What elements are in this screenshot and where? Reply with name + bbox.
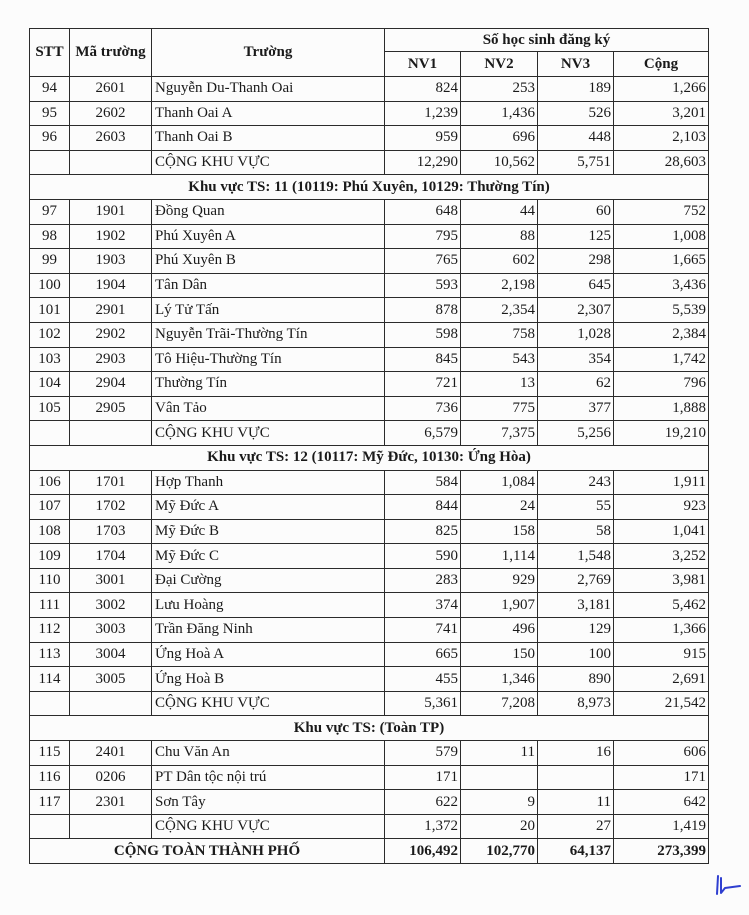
row-nv2: 11 <box>461 741 538 766</box>
table-body <box>30 77 709 864</box>
registration-table <box>29 28 709 864</box>
row-school-name: Nguyễn Du-Thanh Oai <box>152 77 385 102</box>
row-stt: 103 <box>30 347 70 372</box>
row-school-code: 1703 <box>70 519 152 544</box>
row-nv2: 1,114 <box>461 544 538 569</box>
row-school-code: 0206 <box>70 765 152 790</box>
table-header <box>30 29 709 77</box>
header-school-code: Mã trường <box>70 29 152 77</box>
row-school-code: 3005 <box>70 667 152 692</box>
table-row <box>30 741 709 766</box>
row-school-code: 1702 <box>70 495 152 520</box>
subtotal-label: CỘNG KHU VỰC <box>152 691 385 716</box>
row-nv2: 158 <box>461 519 538 544</box>
subtotal-nv2: 7,375 <box>461 421 538 446</box>
row-school-name: Mỹ Đức A <box>152 495 385 520</box>
header-nv3: NV3 <box>538 52 614 77</box>
row-stt: 111 <box>30 593 70 618</box>
row-nv3: 298 <box>538 249 614 274</box>
row-nv3: 55 <box>538 495 614 520</box>
table-row <box>30 322 709 347</box>
row-school-code: 1901 <box>70 199 152 224</box>
region-title: Khu vực TS: 12 (10117: Mỹ Đức, 10130: Ứng Hòa) <box>30 445 709 470</box>
row-nv2: 24 <box>461 495 538 520</box>
grand-total-label: CỘNG TOÀN THÀNH PHỐ <box>30 839 385 864</box>
row-nv3: 2,769 <box>538 568 614 593</box>
header-school: Trường <box>152 29 385 77</box>
row-nv3: 377 <box>538 396 614 421</box>
subtotal-nv2: 20 <box>461 814 538 839</box>
table-row <box>30 544 709 569</box>
row-nv3: 60 <box>538 199 614 224</box>
table-row <box>30 519 709 544</box>
row-total: 1,266 <box>614 77 709 102</box>
row-nv2 <box>461 765 538 790</box>
row-school-name: Hợp Thanh <box>152 470 385 495</box>
region-title: Khu vực TS: (Toàn TP) <box>30 716 709 741</box>
row-total: 606 <box>614 741 709 766</box>
subtotal-nv1: 12,290 <box>385 150 461 175</box>
row-nv3: 100 <box>538 642 614 667</box>
subtotal-nv2: 10,562 <box>461 150 538 175</box>
row-total: 923 <box>614 495 709 520</box>
table-row <box>30 199 709 224</box>
row-total: 3,252 <box>614 544 709 569</box>
row-nv2: 496 <box>461 618 538 643</box>
row-school-name: Thanh Oai A <box>152 101 385 126</box>
row-school-code: 2602 <box>70 101 152 126</box>
row-stt: 113 <box>30 642 70 667</box>
row-nv1: 824 <box>385 77 461 102</box>
row-nv1: 741 <box>385 618 461 643</box>
row-school-name: Lưu Hoàng <box>152 593 385 618</box>
row-school-name: PT Dân tộc nội trú <box>152 765 385 790</box>
row-nv3: 11 <box>538 790 614 815</box>
row-school-code: 1904 <box>70 273 152 298</box>
row-school-name: Thanh Oai B <box>152 126 385 151</box>
row-nv3: 2,307 <box>538 298 614 323</box>
table-row <box>30 495 709 520</box>
row-school-name: Vân Tảo <box>152 396 385 421</box>
region-header-row <box>30 445 709 470</box>
row-total: 3,981 <box>614 568 709 593</box>
row-school-code: 2301 <box>70 790 152 815</box>
row-stt: 96 <box>30 126 70 151</box>
table-row <box>30 298 709 323</box>
row-nv1: 721 <box>385 372 461 397</box>
row-nv2: 758 <box>461 322 538 347</box>
row-stt: 110 <box>30 568 70 593</box>
row-nv1: 455 <box>385 667 461 692</box>
subtotal-nv2: 7,208 <box>461 691 538 716</box>
row-total: 3,201 <box>614 101 709 126</box>
row-total: 3,436 <box>614 273 709 298</box>
row-total: 5,462 <box>614 593 709 618</box>
row-nv2: 1,436 <box>461 101 538 126</box>
subtotal-row <box>30 691 709 716</box>
row-nv1: 795 <box>385 224 461 249</box>
row-total: 915 <box>614 642 709 667</box>
table-row <box>30 224 709 249</box>
row-total: 1,888 <box>614 396 709 421</box>
row-school-name: Thường Tín <box>152 372 385 397</box>
subtotal-code-empty <box>70 150 152 175</box>
region-title: Khu vực TS: 11 (10119: Phú Xuyên, 10129: Thường Tín) <box>30 175 709 200</box>
row-total: 5,539 <box>614 298 709 323</box>
table-row <box>30 765 709 790</box>
table-row <box>30 347 709 372</box>
row-nv3: 1,028 <box>538 322 614 347</box>
row-nv3: 526 <box>538 101 614 126</box>
row-nv2: 13 <box>461 372 538 397</box>
row-nv1: 878 <box>385 298 461 323</box>
row-nv2: 696 <box>461 126 538 151</box>
subtotal-label: CỘNG KHU VỰC <box>152 814 385 839</box>
row-total: 2,691 <box>614 667 709 692</box>
table-row <box>30 396 709 421</box>
row-stt: 101 <box>30 298 70 323</box>
table-row <box>30 372 709 397</box>
table-row <box>30 790 709 815</box>
row-nv3: 3,181 <box>538 593 614 618</box>
row-nv2: 929 <box>461 568 538 593</box>
subtotal-stt-empty <box>30 421 70 446</box>
row-stt: 115 <box>30 741 70 766</box>
row-stt: 94 <box>30 77 70 102</box>
row-nv1: 845 <box>385 347 461 372</box>
row-nv1: 374 <box>385 593 461 618</box>
subtotal-code-empty <box>70 814 152 839</box>
row-nv3: 129 <box>538 618 614 643</box>
row-stt: 102 <box>30 322 70 347</box>
row-school-name: Sơn Tây <box>152 790 385 815</box>
row-nv2: 1,907 <box>461 593 538 618</box>
row-nv3: 62 <box>538 372 614 397</box>
row-nv3: 354 <box>538 347 614 372</box>
row-school-code: 1902 <box>70 224 152 249</box>
row-nv1: 579 <box>385 741 461 766</box>
row-nv2: 1,084 <box>461 470 538 495</box>
header-total: Cộng <box>614 52 709 77</box>
subtotal-row <box>30 814 709 839</box>
row-school-code: 2903 <box>70 347 152 372</box>
row-nv3: 448 <box>538 126 614 151</box>
row-nv2: 44 <box>461 199 538 224</box>
row-total: 1,665 <box>614 249 709 274</box>
row-nv1: 844 <box>385 495 461 520</box>
row-total: 752 <box>614 199 709 224</box>
subtotal-nv1: 1,372 <box>385 814 461 839</box>
row-stt: 108 <box>30 519 70 544</box>
row-nv2: 775 <box>461 396 538 421</box>
row-school-code: 1704 <box>70 544 152 569</box>
grand-total-nv1: 106,492 <box>385 839 461 864</box>
row-nv2: 88 <box>461 224 538 249</box>
row-stt: 116 <box>30 765 70 790</box>
row-stt: 105 <box>30 396 70 421</box>
row-total: 1,911 <box>614 470 709 495</box>
table-row <box>30 77 709 102</box>
row-school-name: Mỹ Đức B <box>152 519 385 544</box>
row-nv2: 2,198 <box>461 273 538 298</box>
row-nv2: 253 <box>461 77 538 102</box>
row-school-name: Mỹ Đức C <box>152 544 385 569</box>
row-total: 1,041 <box>614 519 709 544</box>
subtotal-total: 19,210 <box>614 421 709 446</box>
row-total: 2,384 <box>614 322 709 347</box>
row-school-name: Phú Xuyên A <box>152 224 385 249</box>
row-nv1: 665 <box>385 642 461 667</box>
row-stt: 99 <box>30 249 70 274</box>
subtotal-stt-empty <box>30 814 70 839</box>
row-school-code: 2603 <box>70 126 152 151</box>
table-row <box>30 618 709 643</box>
row-school-name: Nguyễn Trãi-Thường Tín <box>152 322 385 347</box>
row-nv3: 16 <box>538 741 614 766</box>
row-nv3: 189 <box>538 77 614 102</box>
subtotal-total: 28,603 <box>614 150 709 175</box>
row-school-code: 2401 <box>70 741 152 766</box>
row-stt: 112 <box>30 618 70 643</box>
row-stt: 104 <box>30 372 70 397</box>
row-school-name: Chu Văn An <box>152 741 385 766</box>
header-registered-students: Số học sinh đăng ký <box>385 29 709 52</box>
row-total: 171 <box>614 765 709 790</box>
row-school-code: 2905 <box>70 396 152 421</box>
row-total: 642 <box>614 790 709 815</box>
table-row <box>30 568 709 593</box>
row-nv3: 125 <box>538 224 614 249</box>
grand-total-nv3: 64,137 <box>538 839 614 864</box>
header-nv2: NV2 <box>461 52 538 77</box>
row-school-name: Lý Tử Tấn <box>152 298 385 323</box>
row-nv2: 602 <box>461 249 538 274</box>
row-total: 1,742 <box>614 347 709 372</box>
handwritten-signature-icon <box>712 872 742 902</box>
row-nv1: 584 <box>385 470 461 495</box>
row-stt: 106 <box>30 470 70 495</box>
row-nv2: 1,346 <box>461 667 538 692</box>
row-school-name: Tô Hiệu-Thường Tín <box>152 347 385 372</box>
table-row <box>30 101 709 126</box>
table-row <box>30 273 709 298</box>
row-school-name: Ứng Hoà B <box>152 667 385 692</box>
subtotal-stt-empty <box>30 691 70 716</box>
subtotal-label: CỘNG KHU VỰC <box>152 421 385 446</box>
row-school-name: Phú Xuyên B <box>152 249 385 274</box>
table-row <box>30 667 709 692</box>
row-nv2: 9 <box>461 790 538 815</box>
subtotal-nv3: 27 <box>538 814 614 839</box>
row-total: 796 <box>614 372 709 397</box>
row-nv1: 959 <box>385 126 461 151</box>
grand-total-nv2: 102,770 <box>461 839 538 864</box>
subtotal-nv1: 6,579 <box>385 421 461 446</box>
row-nv1: 622 <box>385 790 461 815</box>
subtotal-total: 1,419 <box>614 814 709 839</box>
subtotal-label: CỘNG KHU VỰC <box>152 150 385 175</box>
row-nv2: 150 <box>461 642 538 667</box>
row-nv1: 736 <box>385 396 461 421</box>
row-school-name: Tân Dân <box>152 273 385 298</box>
row-stt: 97 <box>30 199 70 224</box>
subtotal-nv3: 8,973 <box>538 691 614 716</box>
row-school-code: 1701 <box>70 470 152 495</box>
row-nv1: 1,239 <box>385 101 461 126</box>
row-school-name: Đại Cường <box>152 568 385 593</box>
subtotal-code-empty <box>70 691 152 716</box>
row-stt: 117 <box>30 790 70 815</box>
row-nv3: 243 <box>538 470 614 495</box>
subtotal-stt-empty <box>30 150 70 175</box>
subtotal-nv3: 5,256 <box>538 421 614 446</box>
table-row <box>30 470 709 495</box>
row-school-code: 1903 <box>70 249 152 274</box>
row-nv1: 283 <box>385 568 461 593</box>
row-school-code: 3002 <box>70 593 152 618</box>
grand-total-total: 273,399 <box>614 839 709 864</box>
header-stt: STT <box>30 29 70 77</box>
row-school-code: 2901 <box>70 298 152 323</box>
row-school-name: Đồng Quan <box>152 199 385 224</box>
row-total: 2,103 <box>614 126 709 151</box>
row-school-code: 2601 <box>70 77 152 102</box>
row-school-name: Ứng Hoà A <box>152 642 385 667</box>
table-row <box>30 593 709 618</box>
row-nv1: 590 <box>385 544 461 569</box>
subtotal-row <box>30 421 709 446</box>
row-nv3: 890 <box>538 667 614 692</box>
row-total: 1,008 <box>614 224 709 249</box>
region-header-row <box>30 175 709 200</box>
row-nv1: 648 <box>385 199 461 224</box>
subtotal-total: 21,542 <box>614 691 709 716</box>
row-school-code: 2904 <box>70 372 152 397</box>
row-nv1: 765 <box>385 249 461 274</box>
row-stt: 109 <box>30 544 70 569</box>
grand-total-row <box>30 839 709 864</box>
row-nv3: 1,548 <box>538 544 614 569</box>
row-nv3: 58 <box>538 519 614 544</box>
row-stt: 114 <box>30 667 70 692</box>
row-nv2: 543 <box>461 347 538 372</box>
subtotal-nv3: 5,751 <box>538 150 614 175</box>
subtotal-nv1: 5,361 <box>385 691 461 716</box>
region-header-row <box>30 716 709 741</box>
row-school-code: 3004 <box>70 642 152 667</box>
header-nv1: NV1 <box>385 52 461 77</box>
row-nv3: 645 <box>538 273 614 298</box>
row-school-code: 2902 <box>70 322 152 347</box>
row-stt: 107 <box>30 495 70 520</box>
row-stt: 95 <box>30 101 70 126</box>
row-stt: 100 <box>30 273 70 298</box>
row-school-code: 3001 <box>70 568 152 593</box>
row-nv1: 593 <box>385 273 461 298</box>
subtotal-code-empty <box>70 421 152 446</box>
row-total: 1,366 <box>614 618 709 643</box>
row-nv2: 2,354 <box>461 298 538 323</box>
row-nv1: 598 <box>385 322 461 347</box>
table-row <box>30 249 709 274</box>
table-row <box>30 126 709 151</box>
row-stt: 98 <box>30 224 70 249</box>
subtotal-row <box>30 150 709 175</box>
row-nv1: 825 <box>385 519 461 544</box>
row-school-name: Trần Đăng Ninh <box>152 618 385 643</box>
row-nv1: 171 <box>385 765 461 790</box>
row-nv3 <box>538 765 614 790</box>
table-row <box>30 642 709 667</box>
row-school-code: 3003 <box>70 618 152 643</box>
